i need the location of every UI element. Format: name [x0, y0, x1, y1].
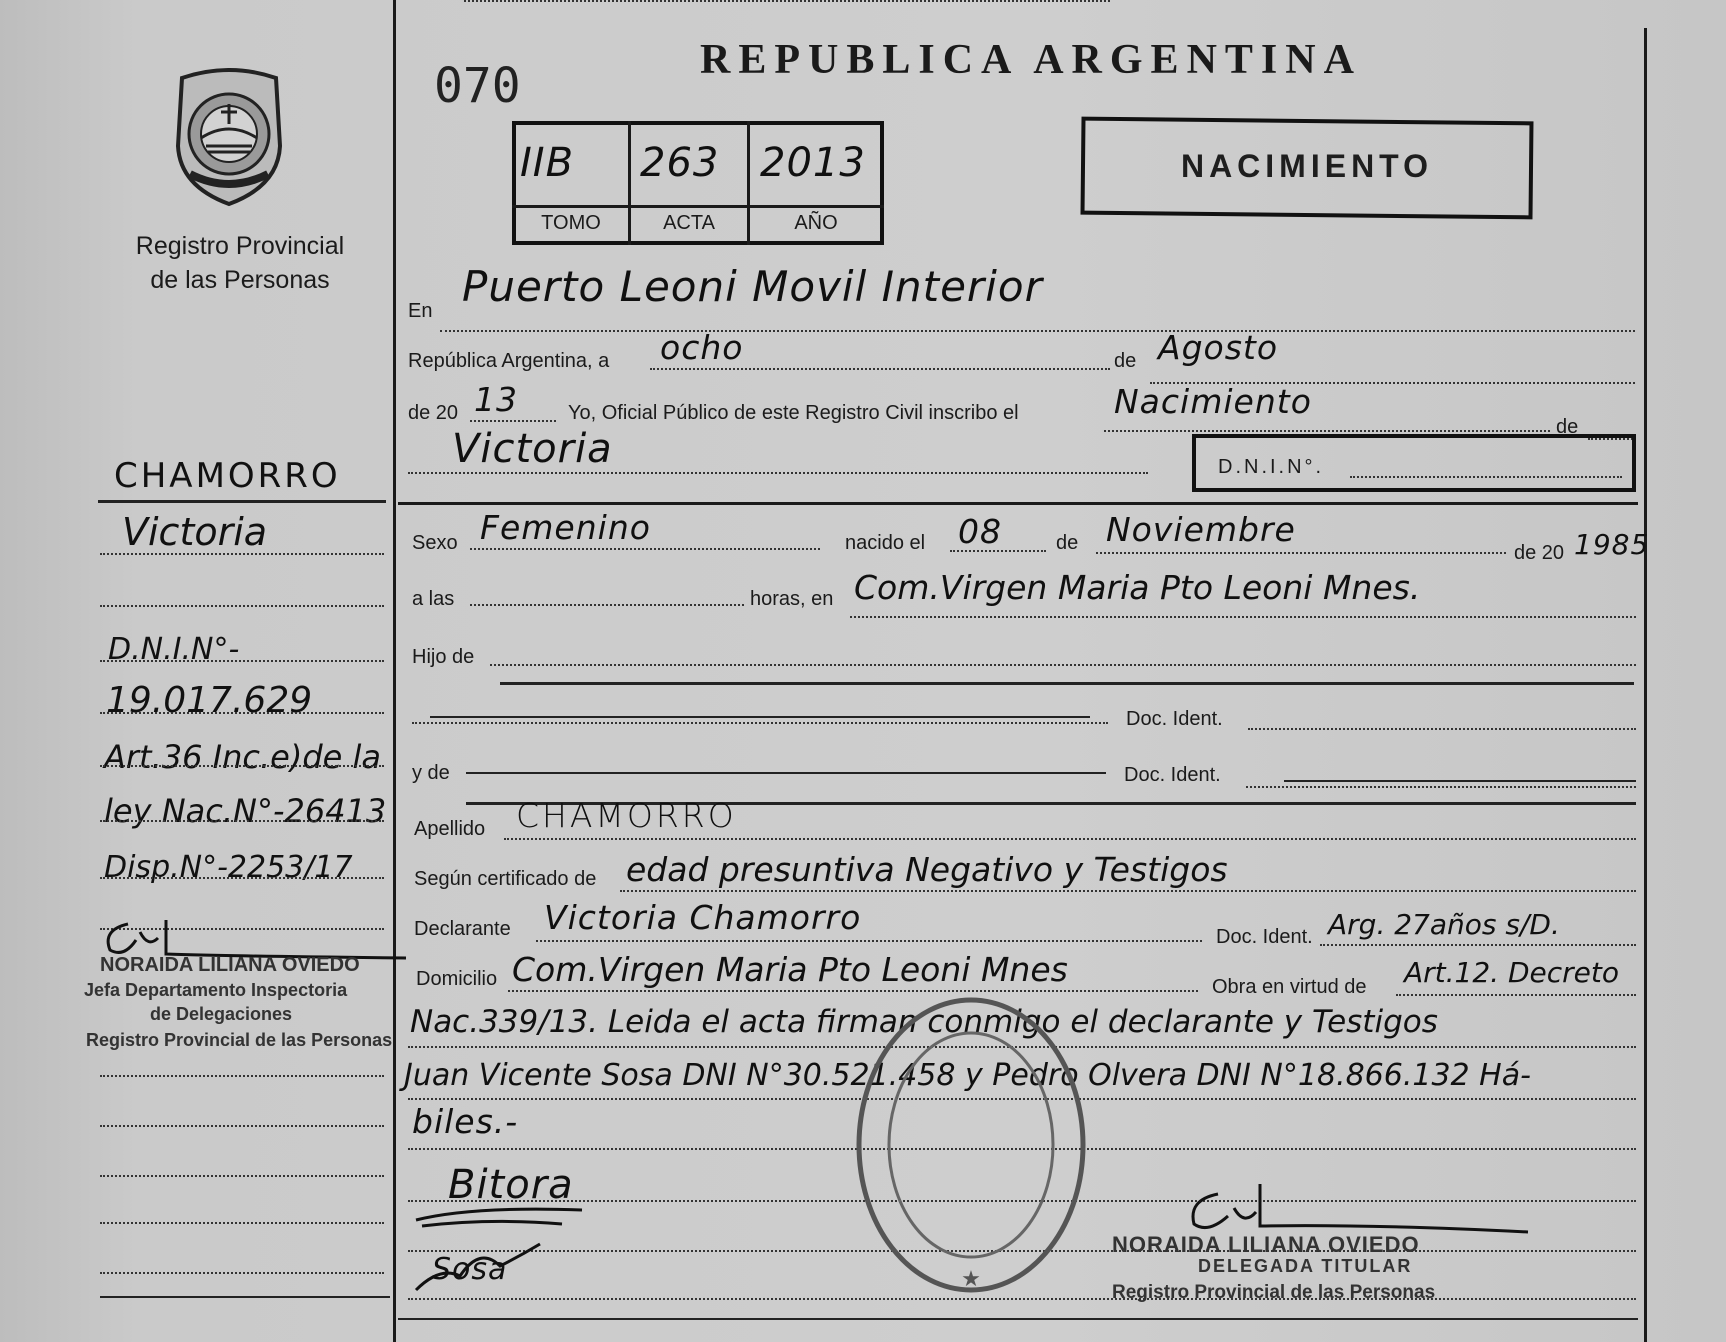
anio-label: AÑO: [794, 212, 838, 234]
by-virtue-line: [1396, 994, 1636, 996]
margin-dni-label: D.N.I.N°-: [108, 632, 240, 667]
year-prefix-label: de 20: [408, 402, 459, 424]
inscribed-event: Nacimiento: [1114, 382, 1312, 421]
year-line: [470, 420, 556, 422]
margin-divider: [393, 0, 396, 1342]
birth-day-line: [950, 550, 1046, 552]
doc-ident-line-2: [1246, 786, 1636, 788]
margin-disp: Disp.N°-2253/17: [104, 850, 353, 885]
round-official-stamp: [846, 990, 1096, 1300]
parent2-strike: [466, 772, 1106, 774]
address-label: Domicilio: [416, 968, 498, 990]
certificate-label: Según certificado de: [414, 868, 597, 890]
time-label: a las: [412, 588, 455, 610]
margin-dotline: [100, 1125, 384, 1127]
section-divider: [398, 502, 1638, 505]
official-stamp-registry: Registro Provincial de las Personas: [1112, 1282, 1436, 1303]
declarant-signature: Bitora: [448, 1162, 574, 1208]
parent1-line: [412, 722, 1108, 724]
observation-line-3: biles.-: [412, 1102, 519, 1141]
margin-dotline: [100, 877, 384, 879]
margin-dotline: [100, 1222, 384, 1224]
doc-ident-line-3: [1320, 944, 1636, 946]
witness-signature: Sosa: [432, 1252, 508, 1287]
child-of-strike: [500, 682, 1634, 685]
acta-label: ACTA: [663, 212, 715, 234]
margin-dotline: [100, 1272, 384, 1274]
day-line: [650, 368, 1110, 370]
margin-stamp-registry: Registro Provincial de las Personas: [86, 1030, 393, 1050]
en-value: Puerto Leoni Movil Interior: [462, 262, 1043, 311]
dni-box-label: D.N.I.N°.: [1218, 456, 1325, 478]
margin-surname: CHAMORRO: [114, 456, 341, 496]
doc-ident-strike-2: [1284, 780, 1636, 782]
official-stamp-role: DELEGADA TITULAR: [1198, 1256, 1413, 1276]
anio-value: 2013: [760, 140, 866, 186]
margin-art: Art.36 Inc.e)de la: [104, 738, 381, 776]
margin-stamp-role2: de Delegaciones: [150, 1004, 293, 1024]
tomo-value: IIB: [520, 140, 575, 186]
born-label: nacido el: [845, 532, 926, 554]
document-number: 070: [434, 58, 521, 114]
en-line: [440, 330, 1635, 332]
republica-label: República Argentina, a: [408, 350, 610, 372]
margin-name: Victoria: [122, 510, 268, 554]
hours-in-label: horas, en: [750, 588, 834, 610]
observation-line-1: Nac.339/13. Leida el acta firman conmigo el declarante y Testigos: [410, 1004, 1438, 1040]
month-de-label: de: [1114, 350, 1137, 372]
margin-dotline: [100, 605, 384, 607]
svg-text:★: ★: [961, 1266, 981, 1291]
record-type-title: NACIMIENTO: [1180, 148, 1434, 184]
name-line: [408, 472, 1148, 474]
margin-dotline: [100, 1175, 384, 1177]
time-line: [470, 604, 744, 606]
and-of-label: y de: [412, 762, 450, 784]
doc-ident-label-1: Doc. Ident.: [1126, 708, 1223, 730]
margin-stamp-name: NORAIDA LILIANA OVIEDO: [100, 954, 360, 976]
official-statement: Yo, Oficial Público de este Registro Civil inscribo el: [568, 402, 1019, 424]
child-of-line: [490, 664, 1636, 666]
margin-underline: [98, 500, 386, 503]
declarant-signature-flourish: [412, 1190, 592, 1230]
margin-dotline: [100, 553, 384, 555]
birth-day: 08: [958, 512, 1002, 551]
observation-line-2: Juan Vicente Sosa DNI N°30.521.458 y Pedro Olvera DNI N°18.866.132 Há-: [404, 1058, 1531, 1093]
declarant-value: Victoria Chamorro: [544, 898, 862, 937]
certificate-line: [620, 890, 1636, 892]
year-value: 13: [474, 380, 518, 419]
margin-dotline: [100, 820, 384, 822]
margin-dotline: [100, 1075, 384, 1077]
month-value: Agosto: [1158, 328, 1279, 367]
certificate-value: edad presuntiva Negativo y Testigos: [626, 850, 1228, 889]
parent1-strike: [430, 716, 1090, 718]
doc-ident-line-1: [1248, 728, 1636, 730]
event-line: [1104, 430, 1550, 432]
day-value: ocho: [660, 328, 744, 367]
province-seal-logo: [168, 68, 290, 208]
person-name: Victoria: [452, 426, 613, 472]
grid-divider: [512, 205, 884, 208]
witness-signature-flourish: [410, 1236, 550, 1296]
acta-value: 263: [640, 140, 720, 186]
margin-dotline: [100, 712, 384, 714]
parent2-line: [464, 0, 1110, 2]
surname-value: CHAMORRO: [516, 796, 737, 835]
tomo-label: TOMO: [541, 212, 601, 234]
by-virtue-value: Art.12. Decreto: [1404, 956, 1620, 989]
sex-label: Sexo: [412, 532, 458, 554]
margin-ley: ley Nac.N°-26413: [104, 792, 387, 830]
declarant-label: Declarante: [414, 918, 511, 940]
surname-line: [504, 838, 1636, 840]
address-value: Com.Virgen Maria Pto Leoni Mnes: [512, 950, 1068, 989]
margin-dni-number: 19.017.629: [106, 680, 313, 721]
sex-value: Femenino: [480, 508, 651, 547]
margin-dotline: [100, 765, 384, 767]
margin-dotline: [100, 660, 384, 662]
birth-month-de: de: [1056, 532, 1079, 554]
dni-box-line: [1350, 476, 1622, 478]
child-of-label: Hijo de: [412, 646, 475, 668]
official-stamp-name: NORAIDA LILIANA OVIEDO: [1112, 1232, 1420, 1257]
right-border: [1644, 28, 1647, 1342]
event-de-label: de: [1556, 416, 1579, 438]
country-title: REPUBLICA ARGENTINA: [700, 37, 1362, 83]
birth-place: Com.Virgen Maria Pto Leoni Mnes.: [854, 568, 1421, 607]
round-stamp-text: [838, 1270, 868, 1271]
doc-ident-label-2: Doc. Ident.: [1124, 764, 1221, 786]
margin-stamp-role: Jefa Departamento Inspectoria: [84, 980, 348, 1000]
doc-ident-label-3: Doc. Ident.: [1216, 926, 1313, 948]
birth-year-prefix: de 20: [1514, 542, 1565, 564]
declarant-line: [536, 940, 1202, 942]
margin-bottom-line: [100, 1296, 390, 1298]
birth-month: Noviembre: [1106, 510, 1296, 549]
registry-title-line1: Registro Provincial: [135, 232, 345, 260]
birth-place-line: [850, 616, 1636, 618]
declarant-doc: Arg. 27años s/D.: [1328, 908, 1560, 941]
birth-year: 1985: [1574, 528, 1650, 561]
surname-label: Apellido: [414, 818, 486, 840]
birth-month-line: [1096, 552, 1506, 554]
sex-line: [470, 548, 820, 550]
registry-title-line2: de las Personas: [150, 266, 330, 294]
bottom-rule: [398, 1318, 1638, 1320]
by-virtue-label: Obra en virtud de: [1212, 976, 1367, 998]
en-label: En: [408, 300, 433, 322]
